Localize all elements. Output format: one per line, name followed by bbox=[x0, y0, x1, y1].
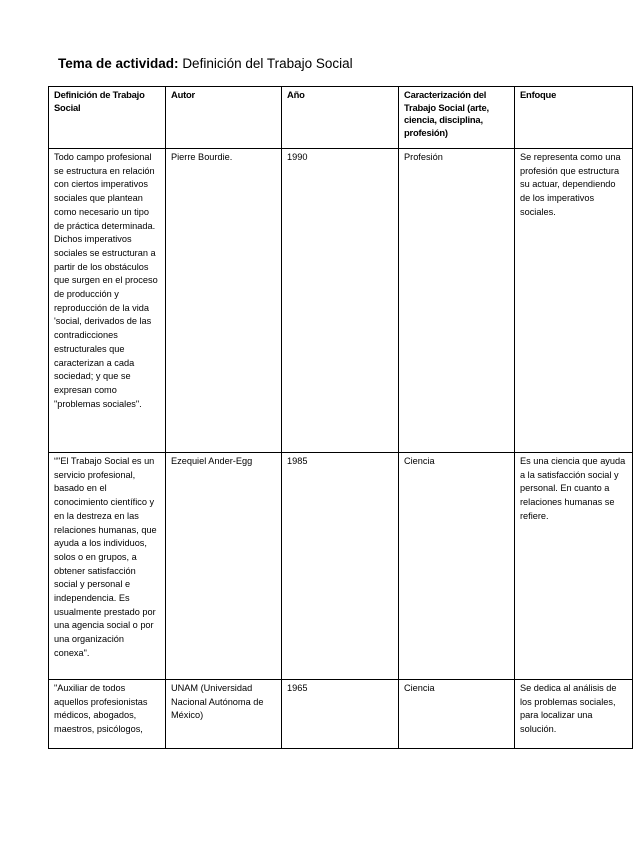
header-enfoque: Enfoque bbox=[515, 87, 633, 149]
cell-caracterizacion: Profesión bbox=[399, 149, 515, 453]
cell-definicion: “"El Trabajo Social es un servicio profesional, basado en el conocimiento científico y en la destreza en las relaciones humanas, que ayuda a los individuos, solos o en grupos, a obtener satisfacción social y personal e independencia. Es usualmente prestado por una agencia social o por una organización conexa". bbox=[49, 453, 166, 680]
cell-autor: Pierre Bourdie. bbox=[166, 149, 282, 453]
definitions-table bbox=[48, 86, 633, 749]
header-caracterizacion: Caracterización del Trabajo Social (arte, ciencia, disciplina, profesión) bbox=[399, 87, 515, 149]
header-definicion: Definición de Trabajo Social bbox=[49, 87, 166, 149]
cell-autor: Ezequiel Ander-Egg bbox=[166, 453, 282, 680]
activity-title-value: Definición del Trabajo Social bbox=[182, 56, 353, 71]
cell-enfoque: Se dedica al análisis de los problemas sociales, para localizar una solución. bbox=[515, 680, 633, 749]
activity-title bbox=[58, 56, 353, 71]
cell-anio: 1985 bbox=[282, 453, 399, 680]
cell-enfoque: Se representa como una profesión que estructura su actuar, dependiendo de los imperativos sociales. bbox=[515, 149, 633, 453]
table-row bbox=[49, 680, 633, 749]
cell-caracterizacion: Ciencia bbox=[399, 453, 515, 680]
header-autor: Autor bbox=[166, 87, 282, 149]
cell-anio: 1965 bbox=[282, 680, 399, 749]
cell-anio: 1990 bbox=[282, 149, 399, 453]
table-header-row bbox=[49, 87, 633, 149]
table-row bbox=[49, 453, 633, 680]
cell-caracterizacion: Ciencia bbox=[399, 680, 515, 749]
cell-definicion: Todo campo profesional se estructura en relación con ciertos imperativos sociales que plantean como necesario un tipo de práctica determinada. Dichos imperativos sociales se estructuran a partir de los obstáculos que surgen en el proceso de producción y reproducción de la vida 'social, derivados de las contradicciones estructurales que caracterizan a cada sociedad; y que se expresan como "problemas sociales". bbox=[49, 149, 166, 453]
header-anio: Año bbox=[282, 87, 399, 149]
cell-definicion: "Auxiliar de todos aquellos profesionistas médicos, abogados, maestros, psicólogos, bbox=[49, 680, 166, 749]
cell-autor: UNAM (Universidad Nacional Autónoma de México) bbox=[166, 680, 282, 749]
activity-title-label: Tema de actividad: bbox=[58, 56, 179, 71]
cell-enfoque: Es una ciencia que ayuda a la satisfacción social y personal. En cuanto a relaciones humanas se refiere. bbox=[515, 453, 633, 680]
table-row bbox=[49, 149, 633, 453]
